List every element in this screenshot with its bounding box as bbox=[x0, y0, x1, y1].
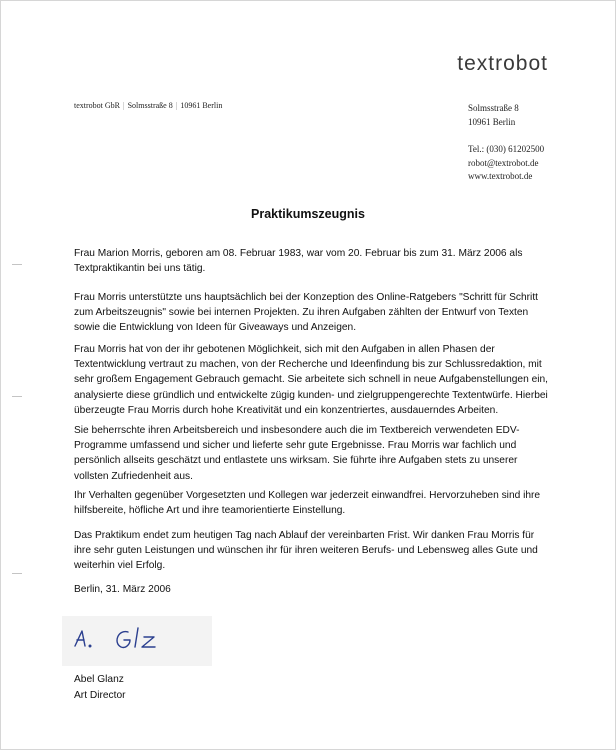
contact-email: robot@textrobot.de bbox=[468, 157, 539, 168]
address-street: Solmsstraße 8 bbox=[468, 103, 519, 113]
paragraph-tasks: Frau Morris unterstützte uns hauptsächlich bei der Konzeption des Online-Ratgebers "Schritt für Schritt zum Arbeitszeugnis" sowie bei internen Projekten. Zu ihren Aufgaben zählten der Entwurf von Texten sowie die Entwicklung von Ideen für Giveaways und Anzeigen. bbox=[74, 292, 538, 334]
contact-phone: Tel.: (030) 61202500 bbox=[468, 144, 545, 154]
signature bbox=[62, 616, 212, 666]
sender-city: 10961 Berlin bbox=[180, 101, 223, 110]
paragraph-intro: Frau Marion Morris, geboren am 08. Februar 1983, war vom 20. Februar bis zum 31. März 2006 als Textpraktikantin bei uns tätig. bbox=[74, 248, 523, 275]
company-address bbox=[468, 102, 519, 129]
sender-address-line: textrobot GbR | Solmsstraße 8 | 10961 Berlin bbox=[74, 101, 223, 110]
address-city: 10961 Berlin bbox=[468, 116, 516, 127]
fold-mark-top bbox=[12, 264, 22, 265]
place-date: Berlin, 31. März 2006 bbox=[74, 584, 171, 595]
signer-block bbox=[74, 672, 126, 703]
signer-name: Abel Glanz bbox=[74, 674, 124, 685]
company-contact bbox=[468, 143, 544, 184]
punch-mark bbox=[12, 396, 22, 397]
paragraph-closing: Das Praktikum endet zum heutigen Tag nach Ablauf der vereinbarten Frist. Wir danken Frau Morris für ihre sehr guten Leistungen und wünschen ihr für ihren weiteren Berufs- und Lebensweg alles Gute und weiterhin viel Erfolg. bbox=[74, 530, 538, 572]
sender-company: textrobot GbR bbox=[74, 101, 120, 110]
company-logo: textrobot bbox=[457, 52, 548, 75]
document-title: Praktikumszeugnis bbox=[251, 207, 365, 221]
contact-web: www.textrobot.de bbox=[468, 171, 533, 181]
signature-scribble bbox=[62, 616, 212, 666]
fold-mark-bottom bbox=[12, 573, 22, 574]
sender-street: Solmsstraße 8 bbox=[127, 101, 173, 110]
paragraph-behavior: Ihr Verhalten gegenüber Vorgesetzten und Kollegen war jederzeit einwandfrei. Hervorzuheben sind ihre hilfsbereite, höfliche Art und ihre teamorientierte Einstellung. bbox=[74, 490, 541, 517]
paragraph-performance: Frau Morris hat von der ihr gebotenen Möglichkeit, sich mit den Aufgaben in allen Phasen der Textentwicklung vertraut zu machen, von der Recherche und Ideenfindung bis zur Schlussredaktion, mit sehr großem Engagement Gebrauch gemacht. Sie arbeitete sich schnell in neue Aufgabenstellungen ein, analysierte diese gründlich und entwickelte zügig kunden- und zielgruppengerechte Textentwürfe. Hierbei überzeugte Frau Morris durch hohe Kreativität und ein konzentriertes, ausdauerndes Arbeiten. bbox=[74, 344, 549, 416]
signer-title: Art Director bbox=[74, 689, 126, 701]
paragraph-skills: Sie beherrschte ihren Arbeitsbereich und insbesondere auch die im Textbereich verwendeten EDV-Programme umfassend und sicher und lieferte sehr gute Ergebnisse. Frau Morris war fachlich und persönlich allseits geschätzt und entlastete uns wirksam. Sie führte ihre Aufgaben stets zu unserer vollsten Zufriedenheit aus. bbox=[74, 425, 520, 482]
